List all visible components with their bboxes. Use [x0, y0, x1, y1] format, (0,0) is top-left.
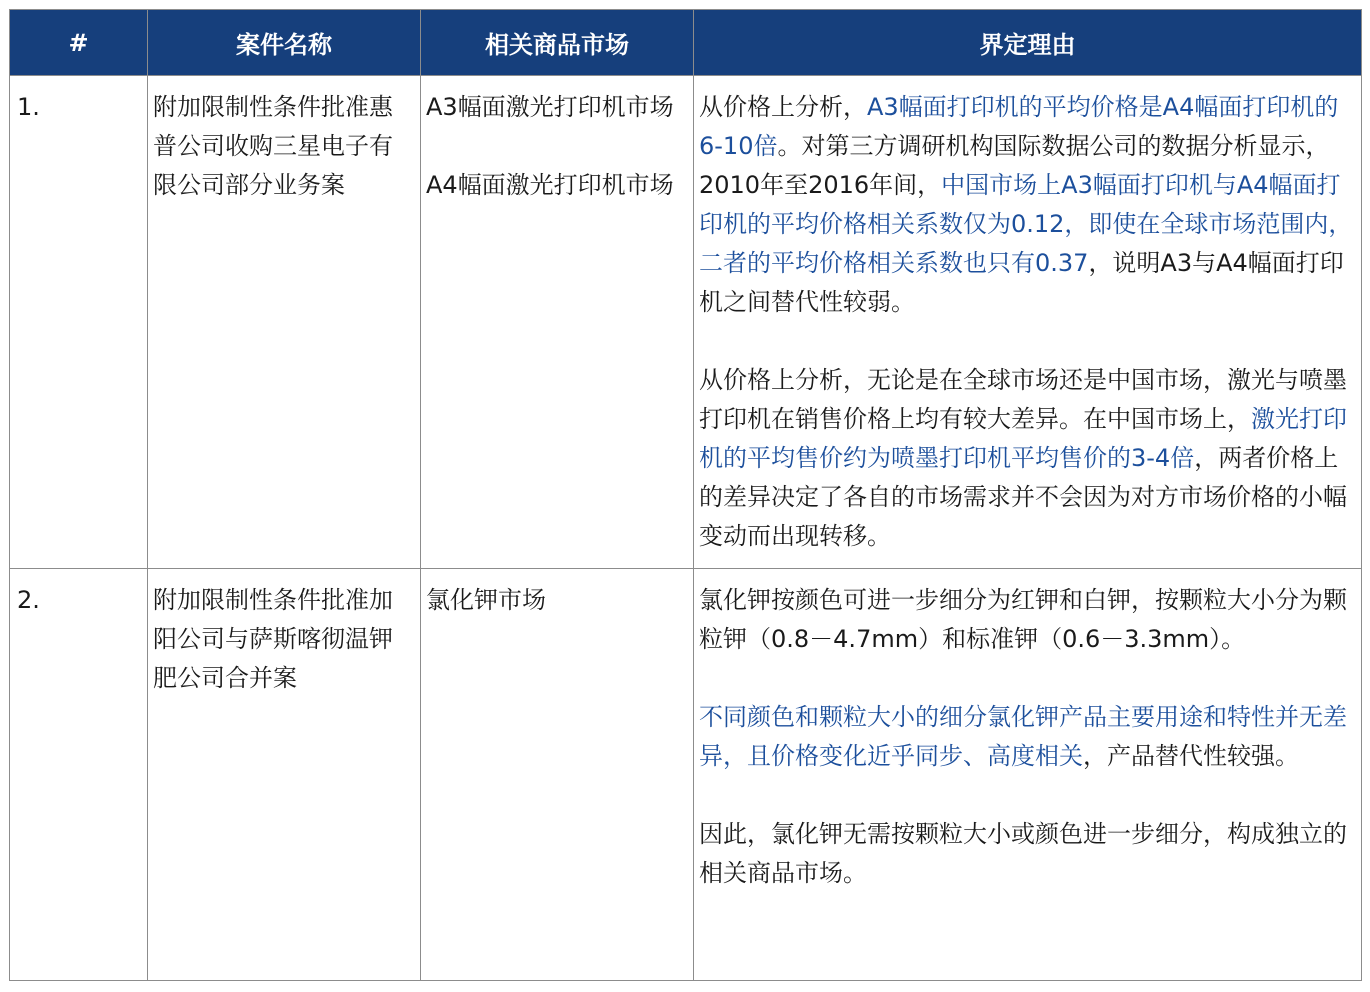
reason-highlight: 中国市场上A3幅面打印机与A4幅面打印机的平均价格相关系数仅为0.12，即使在全球市场范围内，二者的平均价格相关系数也只有0.37 — [699, 171, 1353, 277]
header-reason: 界定理由 — [694, 10, 1362, 76]
market-item: 氯化钾市场 — [426, 586, 546, 614]
case-name-cell: 附加限制性条件批准加阳公司与萨斯喀彻温钾肥公司合并案 — [148, 569, 421, 981]
reason-paragraph — [699, 361, 1357, 556]
reason-text: 因此，氯化钾无需按颗粒大小或颜色进一步细分，构成独立的相关商品市场。 — [699, 820, 1347, 887]
row-number: 2. — [10, 569, 148, 981]
reason-text: 。对第三方调研机构国际数据公司的数据分析显示，2010年至2016年间， — [699, 132, 1330, 199]
reason-text: 从价格上分析， — [699, 93, 867, 121]
table-header-row — [10, 10, 1362, 76]
reason-cell — [694, 76, 1362, 569]
market-item: A4幅面激光打印机市场 — [426, 171, 674, 199]
table-row — [10, 76, 1362, 569]
case-name-cell: 附加限制性条件批准惠普公司收购三星电子有限公司部分业务案 — [148, 76, 421, 569]
case-table — [9, 9, 1362, 981]
market-cell — [421, 569, 694, 981]
reason-paragraph — [699, 815, 1357, 893]
row-number: 1. — [10, 76, 148, 569]
market-cell — [421, 76, 694, 569]
reason-text: 氯化钾按颜色可进一步细分为红钾和白钾，按颗粒大小分为颗粒钾（0.8－4.7mm）和标准钾（0.6－3.3mm）。 — [699, 586, 1347, 653]
reason-highlight: 激光打印机的平均售价约为喷墨打印机平均售价的3-4倍 — [699, 405, 1347, 472]
reason-text: ，两者价格上的差异决定了各自的市场需求并不会因为对方市场价格的小幅变动而出现转移。 — [699, 444, 1347, 550]
reason-text: ，说明A3与A4幅面打印机之间替代性较弱。 — [699, 249, 1344, 316]
table-row — [10, 569, 1362, 981]
reason-highlight: A3幅面打印机的平均价格是A4幅面打印机的6-10倍 — [699, 93, 1339, 160]
reason-paragraph — [699, 581, 1357, 659]
reason-cell — [694, 569, 1362, 981]
reason-paragraph — [699, 698, 1357, 776]
reason-highlight: 不同颜色和颗粒大小的细分氯化钾产品主要用途和特性并无差异，且价格变化近乎同步、高度相关 — [699, 703, 1347, 770]
reason-text: ，产品替代性较强。 — [1083, 742, 1299, 770]
reason-text: 从价格上分析，无论是在全球市场还是中国市场，激光与喷墨打印机在销售价格上均有较大差异。在中国市场上， — [699, 366, 1347, 433]
header-number: # — [10, 10, 148, 76]
header-case-name: 案件名称 — [148, 10, 421, 76]
reason-paragraph — [699, 88, 1357, 322]
header-relevant-market: 相关商品市场 — [421, 10, 694, 76]
market-item: A3幅面激光打印机市场 — [426, 93, 674, 121]
